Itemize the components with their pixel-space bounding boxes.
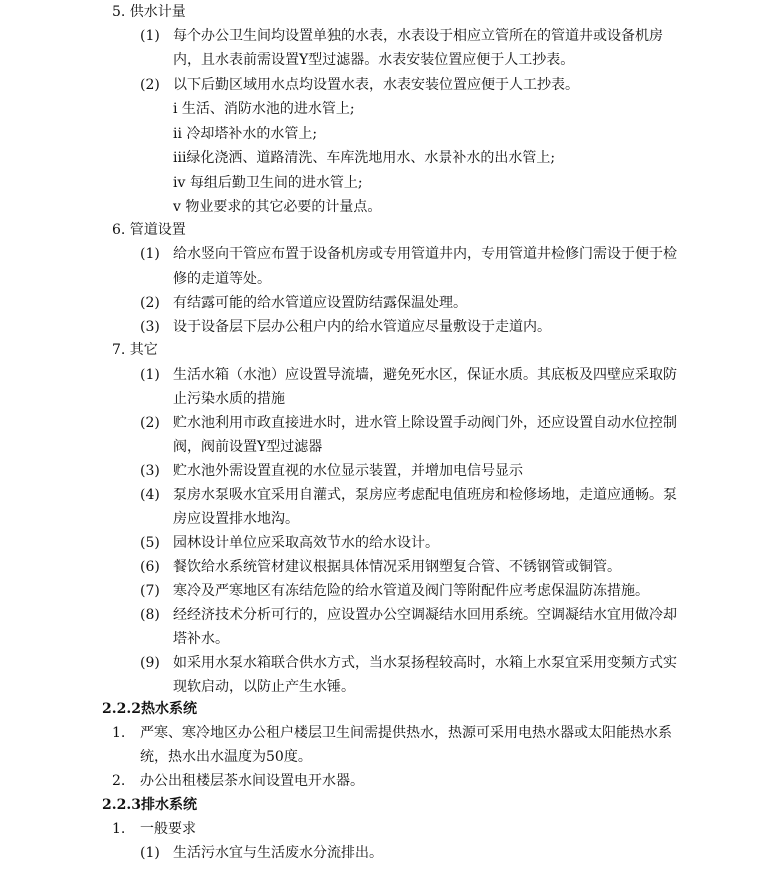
section-5-title: 5. 供水计量 (112, 4, 186, 20)
item-number: (2) (140, 77, 160, 93)
item-number: (7) (140, 583, 160, 599)
item-text: 房应设置排水地沟。 (173, 511, 299, 527)
item-number: (5) (140, 535, 160, 551)
item-text: 办公出租楼层茶水间设置电开水器。 (140, 773, 364, 789)
item-text: 泵房水泵吸水宜采用自灌式，泵房应考虑配电值班房和检修场地，走道应通畅。泵 (173, 487, 677, 503)
item-text: 贮水池利用市政直接进水时，进水管上除设置手动阀门外，还应设置自动水位控制 (173, 415, 677, 431)
item-text: 经经济技术分析可行的，应设置办公空调凝结水回用系统。空调凝结水宜用做冷却 (173, 607, 677, 623)
item-text: 每个办公卫生间均设置单独的水表，水表设于相应立管所在的管道井或设备机房 (173, 28, 663, 44)
item-text: 园林设计单位应采取高效节水的给水设计。 (173, 535, 439, 551)
item-number: (8) (140, 607, 160, 623)
section-7-title: 7. 其它 (112, 342, 158, 358)
item-text: 塔补水。 (173, 631, 229, 647)
item-text: 修的走道等处。 (173, 271, 271, 287)
item-text: 给水竖向干管应布置于设备机房或专用管道井内，专用管道井检修门需设于便于检 (173, 246, 677, 262)
item-text: 有结露可能的给水管道应设置防结露保温处理。 (173, 295, 467, 311)
item-number: 1. (112, 725, 126, 741)
item-text: 以下后勤区域用水点均设置水表，水表安装位置应便于人工抄表。 (173, 77, 579, 93)
heading-2-2-2: 2.2.2热水系统 (102, 701, 197, 717)
item-number: 1. (112, 821, 126, 837)
heading-2-2-3: 2.2.3排水系统 (102, 797, 197, 813)
item-text: 餐饮给水系统管材建议根据具体情况采用钢塑复合管、不锈钢管或铜管。 (173, 559, 621, 575)
item-text: 现软启动，以防止产生水锤。 (173, 679, 355, 695)
item-text: 阀，阀前设置Y型过滤器 (173, 439, 323, 455)
item-text: 寒冷及严寒地区有冻结危险的给水管道及阀门等附配件应考虑保温防冻措施。 (173, 583, 649, 599)
item-text: 止污染水质的措施 (173, 391, 285, 407)
item-number: (1) (140, 845, 160, 861)
sub-item: v 物业要求的其它必要的计量点。 (173, 199, 382, 215)
item-text: 严寒、寒冷地区办公租户楼层卫生间需提供热水，热源可采用电热水器或太阳能热水系 (140, 725, 672, 741)
item-number: (1) (140, 28, 160, 44)
item-number: 2. (112, 773, 126, 789)
sub-item: iii绿化浇洒、道路清洗、车库洗地用水、水景补水的出水管上; (173, 150, 556, 166)
item-number: (1) (140, 367, 160, 383)
item-number: (3) (140, 319, 160, 335)
item-text: 设于设备层下层办公租户内的给水管道应尽量敷设于走道内。 (173, 319, 551, 335)
item-text: 生活水箱（水池）应设置导流墙，避免死水区，保证水质。其底板及四壁应采取防 (173, 367, 677, 383)
item-text: 生活污水宜与生活废水分流排出。 (173, 845, 383, 861)
item-text: 统，热水出水温度为50度。 (140, 749, 312, 765)
item-text: 如采用水泵水箱联合供水方式，当水泵扬程较高时，水箱上水泵宜采用变频方式实 (173, 655, 677, 671)
sub-item: iv 每组后勤卫生间的进水管上; (173, 175, 363, 191)
section-6-title: 6. 管道设置 (112, 222, 186, 238)
item-text: 内，且水表前需设置Y型过滤器。水表安装位置应便于人工抄表。 (173, 52, 575, 68)
item-number: (6) (140, 559, 160, 575)
item-number: (1) (140, 246, 160, 262)
item-text: 贮水池外需设置直视的水位显示装置，并增加电信号显示 (173, 463, 523, 479)
item-number: (4) (140, 487, 160, 503)
sub-item: ii 冷却塔补水的水管上; (173, 126, 318, 142)
item-text: 一般要求 (140, 821, 196, 837)
sub-item: i 生活、消防水池的进水管上; (173, 101, 355, 117)
item-number: (2) (140, 295, 160, 311)
item-number: (2) (140, 415, 160, 431)
item-number: (3) (140, 463, 160, 479)
item-number: (9) (140, 655, 160, 671)
